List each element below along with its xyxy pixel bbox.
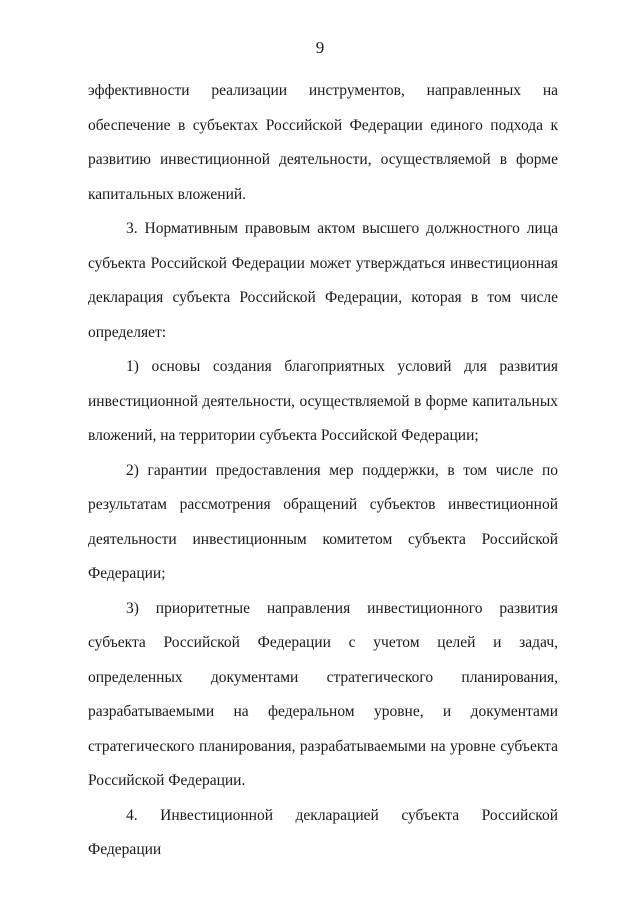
- paragraph-subitem-1: 1) основы создания благоприятных условий для развития инвестиционной деятельности, осуществляемой в форме капитальных вложений, на территории субъекта Российской Федерации;: [88, 358, 558, 444]
- paragraph-item-4: 4. Инвестиционной декларацией субъекта Российской Федерации: [88, 806, 558, 858]
- paragraph-item-3: 3. Нормативным правовым актом высшего должностного лица субъекта Российской Федерации может утверждаться инвестиционная декларация субъекта Российской Федерации, которая в том числе определяет:: [88, 220, 558, 341]
- document-body: [88, 74, 558, 868]
- paragraph-subitem-2: 2) гарантии предоставления мер поддержки, в том числе по результатам рассмотрения обращений субъектов инвестиционной деятельности инвестиционным комитетом субъекта Российской Федерации;: [88, 461, 558, 582]
- paragraph-continuation: эффективности реализации инструментов, направленных на обеспечение в субъектах Российской Федерации единого подхода к развитию инвестиционной деятельности, осуществляемой в форме капитальных вложений.: [88, 82, 558, 203]
- page-number: 9: [315, 38, 325, 57]
- paragraph-subitem-3: 3) приоритетные направления инвестиционного развития субъекта Российской Федерации с учетом целей и задач, определенных документами стратегического планирования, разрабатываемыми на федеральном уровне, и документами стратегического планирования, разрабатываемыми на уровне субъекта Российской Федерации.: [88, 599, 558, 789]
